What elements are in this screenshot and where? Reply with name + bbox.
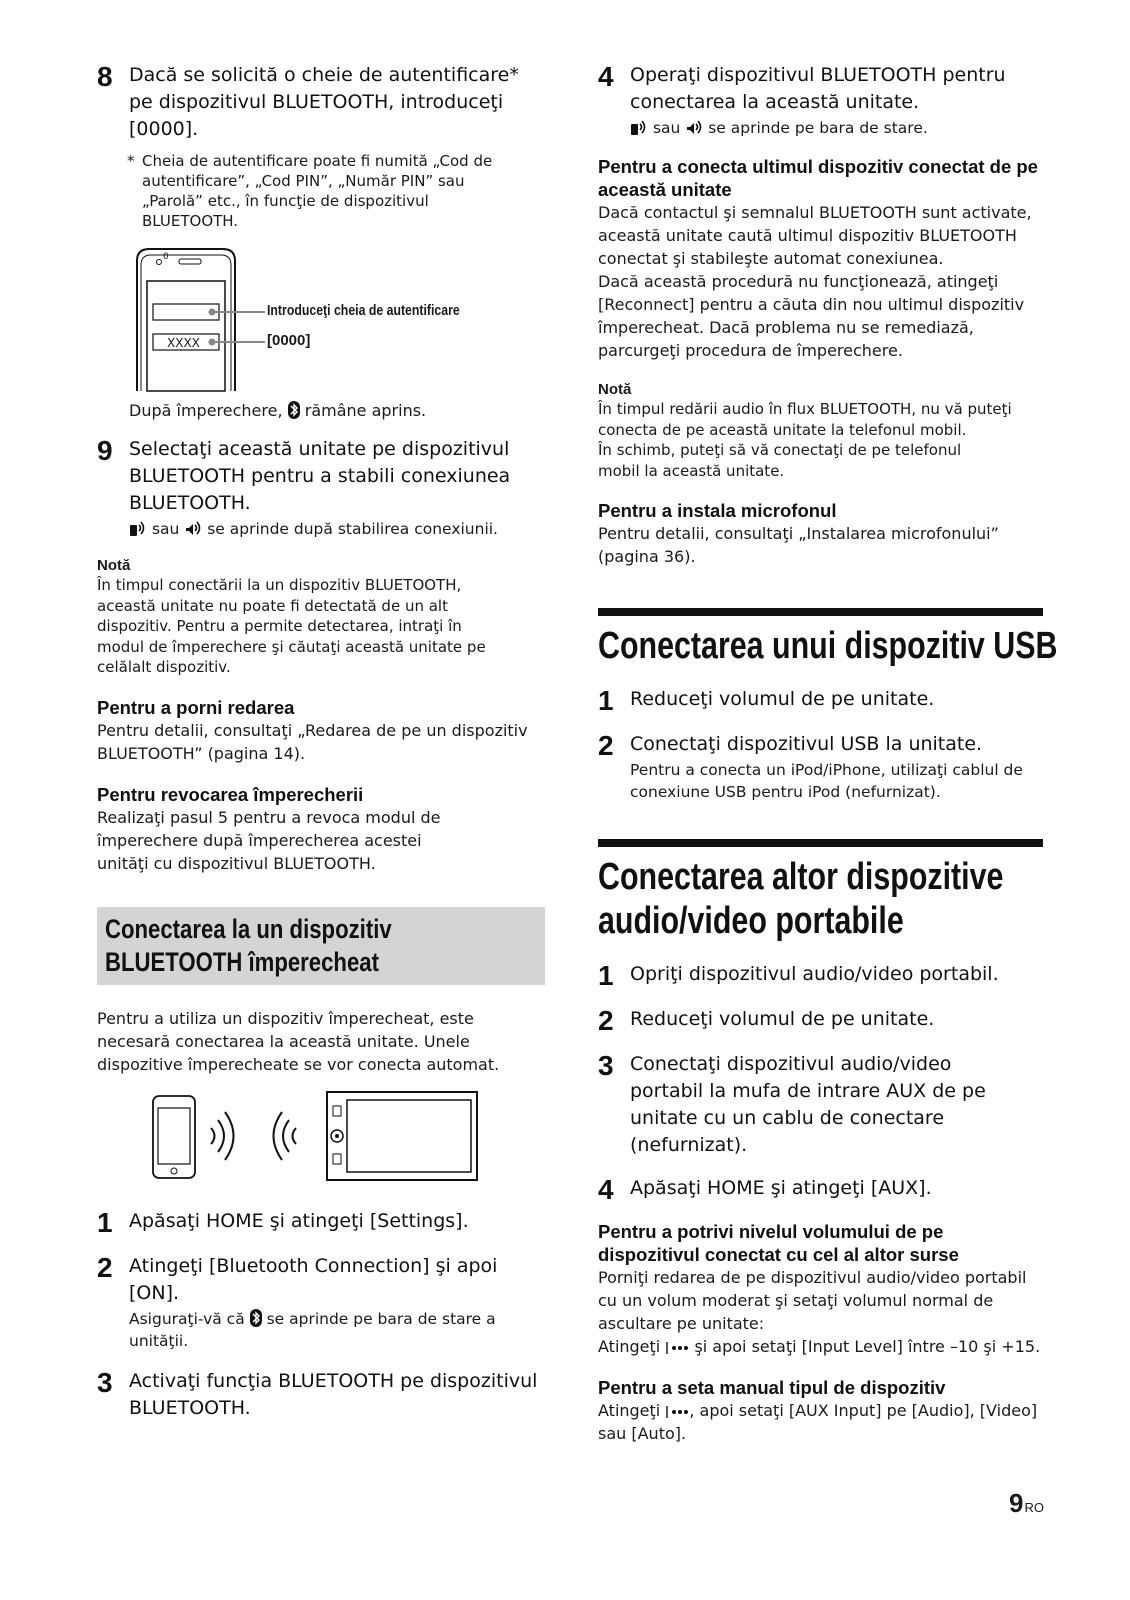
audio-connected-icon xyxy=(184,519,202,537)
section-title: Conectarea unui dispozitiv USB xyxy=(598,625,1058,667)
subsection-text: Dacă această procedură nu funcţionează, atingeţi [Reconnect] pentru a căuta din nou ultimul dispozitiv împerecheat. Dacă problema nu se remediază, parcurgeţi procedura de împerechere. xyxy=(598,272,1025,360)
note-heading: Notă xyxy=(97,557,131,574)
step-9 xyxy=(97,436,545,540)
section-intro: Pentru a utiliza un dispozitiv împerecheat, este necesară conectarea la această unitate. Unele dispozitive împerecheate se vor conecta automat. xyxy=(97,1008,500,1074)
step-title: Reduceţi volumul de pe unitate. xyxy=(630,688,935,710)
phone-connected-icon xyxy=(630,118,648,136)
bluetooth-icon xyxy=(288,401,300,419)
step-desc: sau se aprinde pe bara de stare. xyxy=(630,117,1043,139)
footnote xyxy=(97,151,545,231)
step-paired-1 xyxy=(97,1208,545,1237)
step-usb-1 xyxy=(598,686,1043,715)
step-number: 3 xyxy=(97,1366,113,1398)
step-title: Opriţi dispozitivul audio/video portabil. xyxy=(630,963,999,985)
page-number-suffix: RO xyxy=(1024,1500,1044,1515)
step-desc: sau se aprinde după stabilirea conexiunii. xyxy=(129,518,545,540)
note-text: În timpul redării audio în flux BLUETOOTH, nu vă puteţi conecta de pe această unitate la telefonul mobil. xyxy=(598,400,1012,439)
phone-status-zero: 0 xyxy=(163,252,169,262)
step-paired-2 xyxy=(97,1253,545,1352)
step-title: Apăsaţi HOME şi atingeţi [Settings]. xyxy=(129,1209,469,1232)
phone-connected-icon xyxy=(129,519,147,537)
footnote-text: Cheia de autentificare poate fi numită „Cod de autentificare”, „Cod PIN”, „Număr PIN” sau „Parolă” etc., în funcţie de dispozitivul BLUETOOTH. xyxy=(142,152,493,230)
step-number: 3 xyxy=(598,1050,614,1081)
section-title-line1: Conectarea la un dispozitiv xyxy=(105,913,392,944)
step-paired-3 xyxy=(97,1368,545,1422)
step-usb-2 xyxy=(598,731,1043,803)
note-text: În timpul conectării la un dispozitiv BLUETOOTH, această unitate nu poate fi detectată de un alt dispozitiv. Pentru a permite detectarea, intraţi în modul de împerechere şi căutaţi această unitate pe celălalt dispozitiv. xyxy=(97,576,486,676)
step-8 xyxy=(97,62,545,143)
step-number: 1 xyxy=(97,1206,113,1238)
step-desc: Pentru a conecta un iPod/iPhone, utilizaţi cablul de conexiune USB pentru iPod (nefurnizat). xyxy=(630,761,1023,801)
step-title: Activaţi funcţia BLUETOOTH pe dispozitivul BLUETOOTH. xyxy=(129,1369,538,1419)
step-aux-3 xyxy=(598,1051,1043,1159)
subsection-heading: Pentru a seta manual tipul de dispozitiv xyxy=(598,1377,946,1398)
step-number: 2 xyxy=(598,730,614,761)
step-number: 8 xyxy=(97,61,113,92)
step-aux-1 xyxy=(598,961,1043,990)
subsection-heading: Pentru revocarea împerecherii xyxy=(97,783,364,805)
step-number: 1 xyxy=(598,960,614,991)
note-detection xyxy=(97,556,545,678)
subsection-text: Atingeţi şi apoi setaţi [Input Level] între –10 şi +15. xyxy=(598,1337,1041,1356)
subsection-heading: Pentru a potrivi nivelul volumului de pe dispozitivul conectat cu cel al altor surse xyxy=(598,1221,959,1265)
step-number: 1 xyxy=(598,685,614,716)
after-pairing-text: După împerechere, rămâne aprins. xyxy=(129,401,427,420)
subsection-heading: Pentru a conecta ultimul dispozitiv conectat de pe această unitate xyxy=(598,156,1038,200)
step-number: 2 xyxy=(598,1005,614,1036)
step-desc: Asiguraţi-vă că se aprinde pe bara de stare a unităţii. xyxy=(129,1309,496,1350)
options-icon xyxy=(665,1341,689,1355)
step-aux-2 xyxy=(598,1006,1043,1035)
label-passkey-value: [0000] xyxy=(267,332,311,349)
left-column xyxy=(97,62,545,1438)
passkey-figure xyxy=(97,241,545,393)
phone-to-unit-illustration xyxy=(97,1090,545,1186)
section-usb xyxy=(598,608,1058,668)
section-title-line2: audio/video portabile xyxy=(598,900,904,942)
step-aux-4 xyxy=(598,1175,1043,1204)
step-title: Conectaţi dispozitivul audio/video portabil la mufa de intrare AUX de pe unitate cu un cablu de conectare (nefurnizat). xyxy=(630,1053,986,1156)
subsection-text: Pentru detalii, consultaţi „Instalarea microfonului” (pagina 36). xyxy=(598,524,999,566)
subsection-device-type xyxy=(598,1376,1043,1445)
bluetooth-icon xyxy=(250,1309,262,1327)
step-number: 4 xyxy=(598,1174,614,1205)
section-header-paired xyxy=(97,907,545,985)
step-title: Reduceţi volumul de pe unitate. xyxy=(630,1008,935,1030)
subsection-text: Porniţi redarea de pe dispozitivul audio/video portabil cu un volum moderat şi setaţi volumul normal de ascultare pe unitate: xyxy=(598,1268,1027,1333)
step-4 xyxy=(598,62,1043,139)
subsection-text: Atingeţi , apoi setaţi [AUX Input] pe [Audio], [Video] sau [Auto]. xyxy=(598,1401,1038,1443)
step-title: Apăsaţi HOME şi atingeţi [AUX]. xyxy=(630,1177,932,1199)
page-number-value: 9 xyxy=(1009,1488,1024,1518)
page-number xyxy=(1009,1488,1044,1519)
options-icon xyxy=(665,1405,689,1419)
note-heading: Notă xyxy=(598,381,632,398)
step-number: 4 xyxy=(598,61,614,92)
subsection-heading: Pentru a instala microfonul xyxy=(598,500,837,521)
step-title: Atingeţi [Bluetooth Connection] şi apoi [ON]. xyxy=(129,1254,498,1304)
step-title: Conectaţi dispozitivul USB la unitate. xyxy=(630,733,983,755)
audio-connected-icon xyxy=(685,118,703,136)
section-title-line2: BLUETOOTH împerecheat xyxy=(105,946,379,977)
subsection-text: Realizaţi pasul 5 pentru a revoca modul de împerechere după împerecherea acestei unităţi cu dispozitivul BLUETOOTH. xyxy=(97,807,441,873)
subsection-heading: Pentru a porni redarea xyxy=(97,696,295,718)
note-text: În schimb, puteţi să vă conectaţi de pe telefonul mobil la această unitate. xyxy=(598,441,962,480)
step-number: 2 xyxy=(97,1251,113,1283)
passkey-field-value: XXXX xyxy=(167,336,200,350)
note-streaming xyxy=(598,380,1043,481)
footnote-mark: * xyxy=(127,152,135,170)
subsection-match-volume xyxy=(598,1220,1043,1358)
right-column xyxy=(598,61,1058,1463)
subsection-last-device xyxy=(598,155,1043,362)
step-title: Operaţi dispozitivul BLUETOOTH pentru conectarea la această unitate. xyxy=(630,64,1006,113)
step-title: Selectaţi această unitate pe dispozitivul BLUETOOTH pentru a stabili conexiunea BLUETOOTH. xyxy=(129,438,511,514)
subsection-revoke-pairing xyxy=(97,783,545,875)
step-number: 9 xyxy=(97,435,113,466)
subsection-start-playback xyxy=(97,696,545,765)
connection-figure xyxy=(97,1090,545,1186)
section-aux xyxy=(598,839,1043,943)
subsection-microphone xyxy=(598,499,1043,568)
label-enter-passkey: Introduceţi cheia de autentificare xyxy=(267,302,460,319)
section-title-line1: Conectarea altor dispozitive xyxy=(598,856,1004,898)
subsection-text: Dacă contactul şi semnalul BLUETOOTH sunt activate, această unitate caută ultimul dispozitiv BLUETOOTH conectat şi stabileşte automat conexiunea. xyxy=(598,203,1032,268)
step-title: Dacă se solicită o cheie de autentificare* pe dispozitivul BLUETOOTH, introduceţi [0000]. xyxy=(129,64,519,140)
subsection-text: Pentru detalii, consultaţi „Redarea de pe un dispozitiv BLUETOOTH” (pagina 14). xyxy=(97,720,528,763)
